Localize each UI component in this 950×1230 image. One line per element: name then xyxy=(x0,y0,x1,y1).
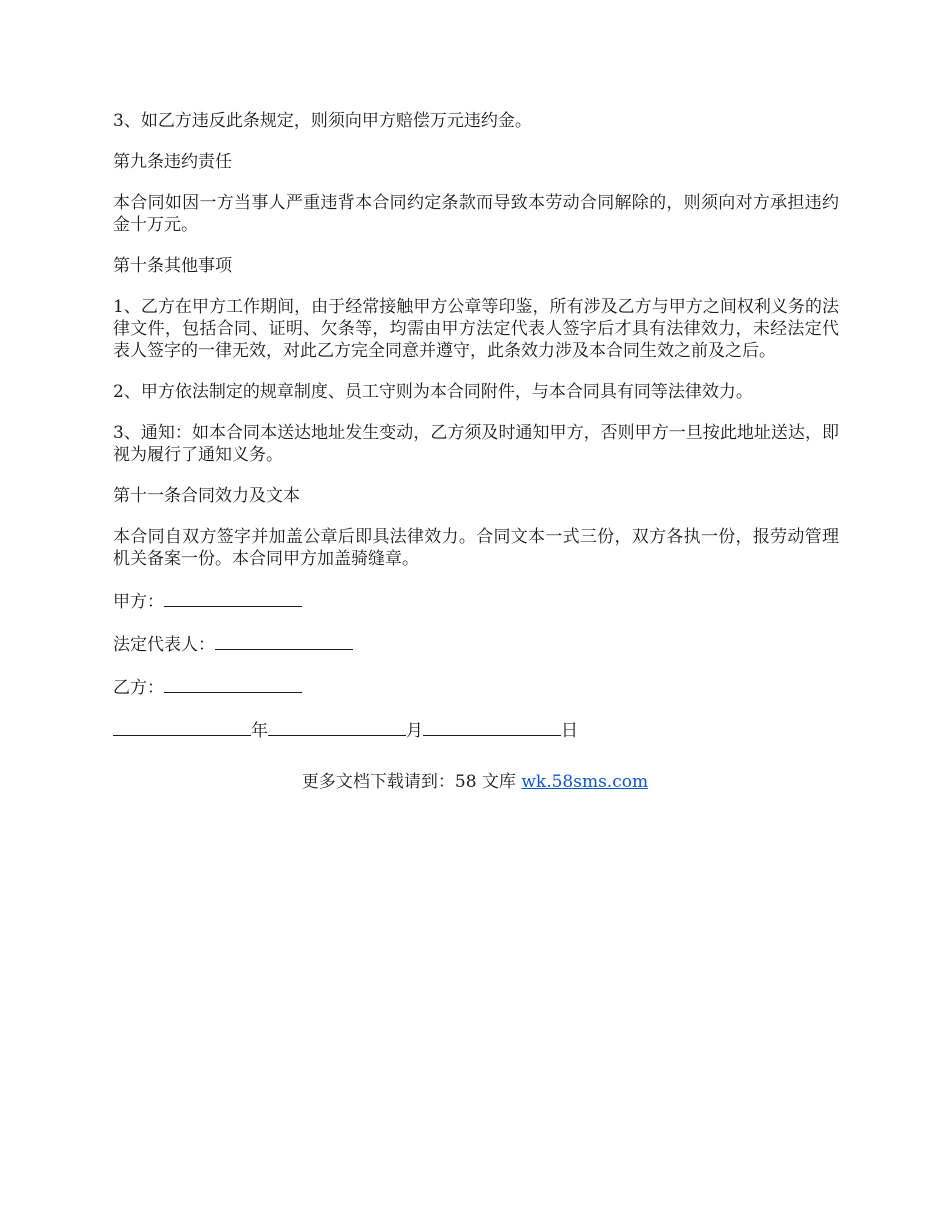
day-label: 日 xyxy=(561,721,578,741)
party-a-blank xyxy=(164,589,302,607)
date-line xyxy=(113,718,839,742)
month-blank xyxy=(268,718,406,736)
article-heading: 第十条其他事项 xyxy=(113,256,232,276)
clause-paragraph: 本合同自双方签字并加盖公章后即具法律效力。合同文本一式三份，双方各执一份，报劳动管理机关备案一份。本合同甲方加盖骑缝章。 xyxy=(113,527,839,569)
month-label: 月 xyxy=(406,721,423,741)
footer-prefix: 更多文档下载请到：58 文库 xyxy=(301,772,522,792)
legal-rep-label: 法定代表人： xyxy=(113,635,215,655)
party-a-label: 甲方： xyxy=(113,592,164,612)
party-b-signature-line xyxy=(113,675,839,699)
clause-paragraph: 3、通知：如本合同本送达地址发生变动，乙方须及时通知甲方，否则甲方一旦按此地址送达，即视为履行了通知义务。 xyxy=(113,423,839,465)
footer-link[interactable]: wk.58sms.com xyxy=(521,772,649,792)
legal-rep-signature-line xyxy=(113,632,839,656)
clause-paragraph: 3、如乙方违反此条规定，则须向甲方赔偿万元违约金。 xyxy=(113,111,532,131)
article-heading: 第十一条合同效力及文本 xyxy=(113,486,300,506)
clause-paragraph: 1、乙方在甲方工作期间，由于经常接触甲方公章等印鉴，所有涉及乙方与甲方之间权利义务的法律文件，包括合同、证明、欠条等，均需由甲方法定代表人签字后才具有法律效力，未经法定代表人签字的一律无效，对此乙方完全同意并遵守，此条效力涉及本合同生效之前及之后。 xyxy=(113,297,839,361)
year-label: 年 xyxy=(251,721,268,741)
party-a-signature-line xyxy=(113,589,839,613)
party-b-blank xyxy=(164,675,302,693)
day-blank xyxy=(423,718,561,736)
year-blank xyxy=(113,718,251,736)
document-body xyxy=(113,110,839,761)
legal-rep-blank xyxy=(215,632,353,650)
download-footer xyxy=(0,771,950,793)
clause-paragraph: 2、甲方依法制定的规章制度、员工守则为本合同附件，与本合同具有同等法律效力。 xyxy=(113,382,753,402)
clause-paragraph: 本合同如因一方当事人严重违背本合同约定条款而导致本劳动合同解除的，则须向对方承担违约金十万元。 xyxy=(113,193,839,235)
article-heading: 第九条违约责任 xyxy=(113,152,232,172)
party-b-label: 乙方： xyxy=(113,678,164,698)
